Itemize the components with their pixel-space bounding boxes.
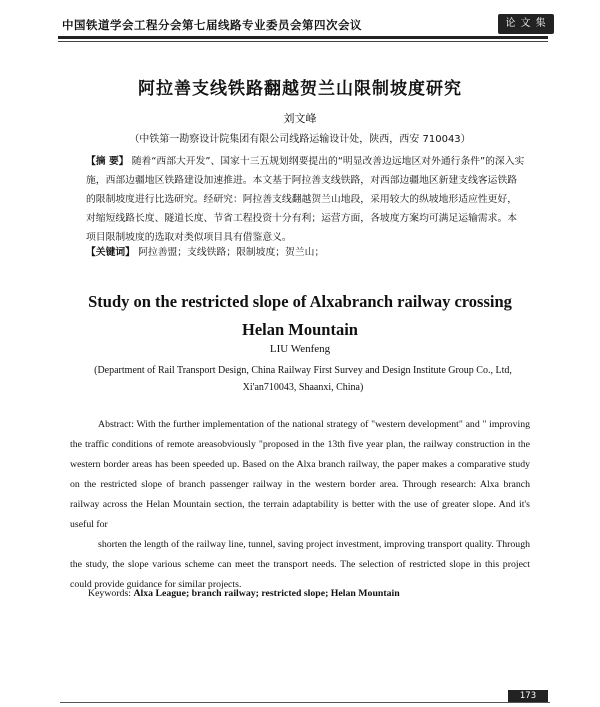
english-affiliation-line1: (Department of Rail Transport Design, China Railway First Survey and Design Institute Group Co., Ltd,: [94, 365, 512, 376]
english-abstract-para2: shorten the length of the railway line, tunnel, saving project investment, improving transport quality. Through the study, the slope various scheme can meet the transport needs. The selection of restricted slope in this project could provide guidance for similar projects.: [70, 539, 530, 590]
chinese-abstract: [86, 152, 526, 247]
english-affiliation-line2: Xi'an710043, Shaanxi, China): [242, 382, 364, 393]
english-title-line1: Study on the restricted slope of Alxabranch railway crossing: [88, 292, 512, 311]
chinese-keywords-text: 阿拉善盟；支线铁路；限制坡度；贺兰山；: [138, 247, 325, 258]
header-rule: [58, 36, 548, 39]
english-keywords-label: Keywords:: [88, 588, 131, 599]
english-abstract-para1: Abstract: With the further implementation of the national strategy of "western development" and " improving the traffic conditions of remote areasobviously "proposed in the 13th five year plan, the railway construction in the western border areas has been speeded up. Based on the Alxa branch railway, the paper makes a comparative study on the restricted slope of branch passenger railway in the western border area. Through research: Alxa branch railway across the Helan Mountain section, the terrain adaptability is better with the use of greater slope. And it's useful for: [70, 419, 530, 530]
chinese-author: 刘文峰: [283, 112, 317, 125]
page-number: 173: [508, 690, 548, 703]
proceedings-badge: 论 文 集: [498, 14, 554, 34]
chinese-abstract-label: 【摘 要】: [86, 156, 129, 167]
header-rule-thin: [58, 41, 548, 42]
english-keywords: [88, 588, 400, 599]
footer-rule: [60, 702, 550, 703]
english-author: LIU Wenfeng: [269, 343, 331, 355]
journal-name: 中国铁道学会工程分会第七届线路专业委员会第四次会议: [62, 18, 362, 32]
english-abstract: [70, 415, 530, 595]
chinese-affiliation: （中铁第一勘察设计院集团有限公司线路运输设计处，陕西，西安 710043）: [129, 134, 471, 145]
chinese-keywords: [86, 244, 526, 258]
english-title: [0, 288, 600, 344]
chinese-title: 阿拉善支线铁路翻越贺兰山限制坡度研究: [138, 79, 462, 99]
running-header: [58, 14, 546, 36]
english-affiliation: [80, 362, 526, 396]
english-keywords-text: Alxa League; branch railway; restricted slope; Helan Mountain: [133, 588, 400, 599]
chinese-keywords-label: 【关键词】: [86, 247, 135, 258]
english-title-line2: Helan Mountain: [242, 320, 358, 339]
chinese-abstract-text: 随着“西部大开发”、国家十三五规划纲要提出的“明显改善边远地区对外通行条件”的深入实施，西部边疆地区铁路建设加速推进。本文基于阿拉善支线铁路，对西部边疆地区新建支线客运铁路的限制坡度进行比选研究。经研究：阿拉善支线翻越贺兰山地段，采用较大的纵坡地形适应性更好，对缩短线路长度、隧道长度、节省工程投资十分有利；运营方面，各坡度方案均可满足运输需求。本项目限制坡度的选取对类似项目具有借鉴意义。: [86, 156, 525, 243]
